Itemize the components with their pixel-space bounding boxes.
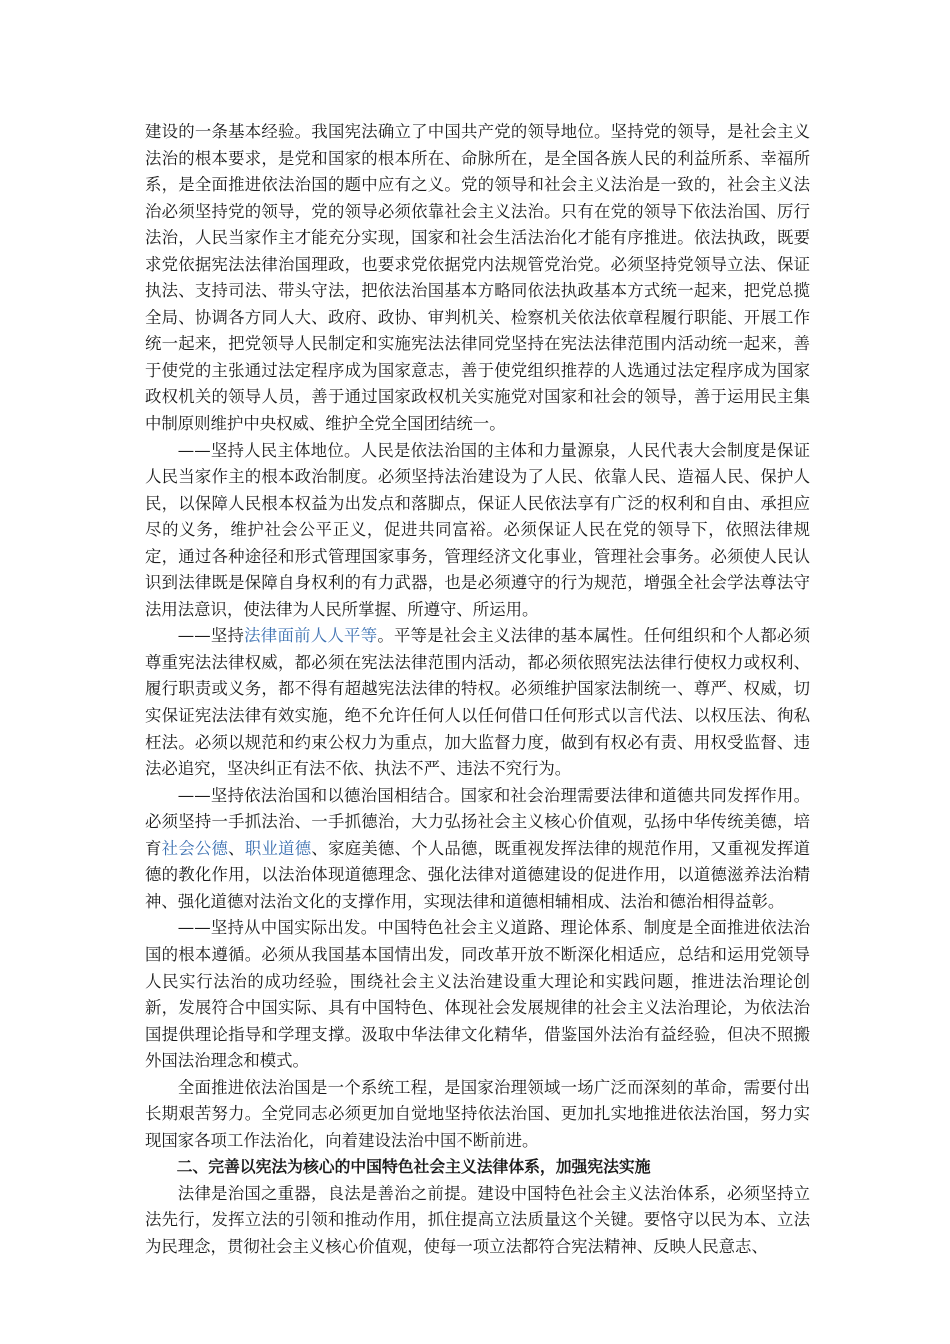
paragraph-legislation: 法律是治国之重器，良法是善治之前提。建设中国特色社会主义法治体系，必须坚持立法先行，发挥立法的引领和推动作用，抓住提高立法质量这个关键。要恪守以民为本、立法为民理念，贯彻社会主义核心价值观，使每一项立法都符合宪法精神、反映人民意志、 [145, 1183, 810, 1256]
link-professional-ethics[interactable]: 职业道德 [244, 838, 312, 858]
paragraph-law-and-virtue [145, 783, 810, 916]
paragraph-law-and-virtue-lead: ——坚持依法治国和以德治国相结合。国家和社会治理需要法律和道德共同发挥作用。必须坚持一手抓法治、一手抓德治，大力弘扬社会主义核心价值观，弘扬中华传统美德，培育 [145, 785, 810, 858]
paragraph-party-leadership: 建设的一条基本经验。我国宪法确立了中国共产党的领导地位。坚持党的领导，是社会主义法治的根本要求，是党和国家的根本所在、命脉所在，是全国各族人民的利益所系、幸福所系，是全面推进依法治国的题中应有之义。党的领导和社会主义法治是一致的，社会主义法治必须坚持党的领导，党的领导必须依靠社会主义法治。只有在党的领导下依法治国、厉行法治，人民当家作主才能充分实现，国家和社会生活法治化才能有序推进。依法执政，既要求党依据宪法法律治国理政，也要求党依据党内法规管党治党。必须坚持党领导立法、保证执法、支持司法、带头守法，把依法治国基本方略同依法执政基本方式统一起来，把党总揽全局、协调各方同人大、政府、政协、审判机关、检察机关依法依章程履行职能、开展工作统一起来，把党领导人民制定和实施宪法法律同党坚持在宪法法律范围内活动统一起来，善于使党的主张通过法定程序成为国家意志，善于使党组织推荐的人选通过法定程序成为国家政权机关的领导人员，善于通过国家政权机关实施党对国家和社会的领导，善于运用民主集中制原则维护中央权威、维护全党全国团结统一。 [145, 122, 810, 434]
paragraph-china-reality: ——坚持从中国实际出发。中国特色社会主义道路、理论体系、制度是全面推进依法治国的根本遵循。必须从我国基本国情出发，同改革开放不断深化相适应，总结和运用党领导人民实行法治的成功经验，围绕社会主义法治建设重大理论和实践问题，推进法治理论创新，发展符合中国实际、具有中国特色、体现社会发展规律的社会主义法治理论，为依法治国提供理论指导和学理支撑。汲取中华法律文化精华，借鉴国外法治有益经验，但决不照搬外国法治理念和模式。 [145, 918, 810, 1071]
paragraph-law-and-virtue-body: 、家庭美德、个人品德，既重视发挥法律的规范作用，又重视发挥道德的教化作用，以法治体现道德理念、强化法律对道德建设的促进作用，以道德滋养法治精神、强化道德对法治文化的支撑作用，实现法律和道德相辅相成、法治和德治相得益彰。 [145, 838, 811, 911]
paragraph-equality-body: 。平等是社会主义法律的基本属性。任何组织和个人都必须尊重宪法法律权威，都必须在宪法法律范围内活动，都必须依照宪法法律行使权力或权利、履行职责或义务，都不得有超越宪法法律的特权。必须维护国家法制统一、尊严、权威，切实保证宪法法律有效实施，绝不允许任何人以任何借口任何形式以言代法、以权压法、徇私枉法。必须以规范和约束公权力为重点，加大监督力度，做到有权必有责、用权受监督、违法必追究，坚决纠正有法不依、执法不严、违法不究行为。 [145, 626, 811, 779]
paragraph-equality [145, 623, 810, 782]
section-heading: 二、完善以宪法为核心的中国特色社会主义法律体系，加强宪法实施 [176, 1157, 651, 1177]
paragraph-people-principal: ——坚持人民主体地位。人民是依法治国的主体和力量源泉，人民代表大会制度是保证人民当家作主的根本政治制度。必须坚持法治建设为了人民、依靠人民、造福人民、保护人民，以保障人民根本权益为出发点和落脚点，保证人民依法享有广泛的权利和自由、承担应尽的义务，维护社会公平正义，促进共同富裕。必须保证人民在党的领导下，依照法律规定，通过各种途径和形式管理国家事务，管理经济文化事业，管理社会事务。必须使人民认识到法律既是保障自身权利的有力武器，也是必须遵守的行为规范，增强全社会学法尊法守法用法意识，使法律为人民所掌握、所遵守、所运用。 [145, 440, 810, 619]
link-equality-before-law[interactable]: 法律面前人人平等 [244, 626, 378, 646]
link-social-ethics[interactable]: 社会公德 [161, 838, 229, 858]
paragraph-equality-lead: ——坚持 [177, 626, 245, 646]
separator: 、 [228, 838, 245, 858]
paragraph-systematic-project: 全面推进依法治国是一个系统工程，是国家治理领域一场广泛而深刻的革命，需要付出长期艰苦努力。全党同志必须更加自觉地坚持依法治国、更加扎实地推进依法治国，努力实现国家各项工作法治化，向着建设法治中国不断前进。 [145, 1077, 810, 1150]
document-page [145, 119, 810, 1261]
